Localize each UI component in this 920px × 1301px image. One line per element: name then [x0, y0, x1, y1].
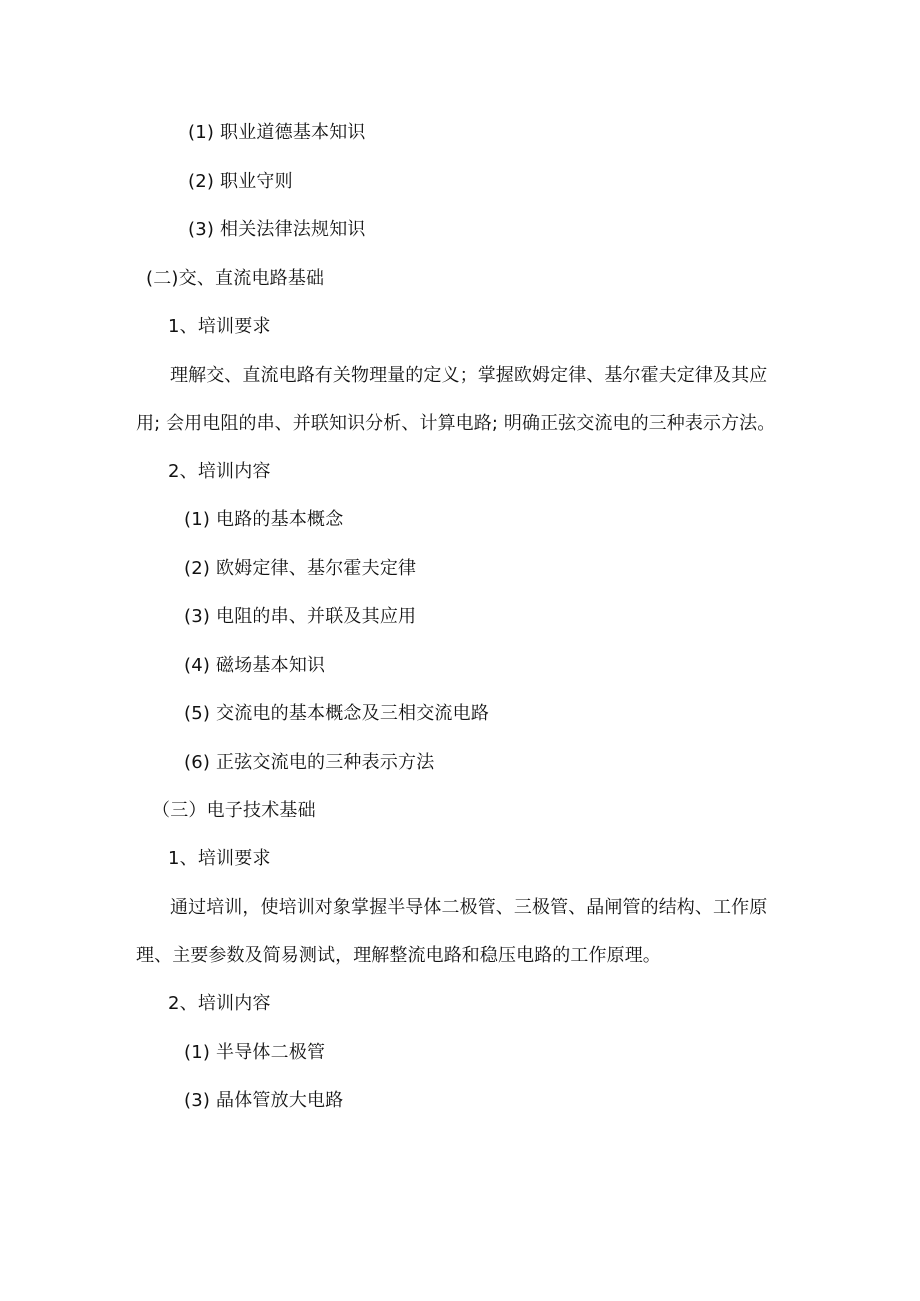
section-heading: (二)交、直流电路基础: [146, 268, 325, 289]
list-item: (4) 磁场基本知识: [184, 655, 326, 676]
list-item: (2) 职业守则: [188, 171, 293, 192]
list-item: (2) 欧姆定律、基尔霍夫定律: [184, 558, 417, 579]
subsection-heading: 2、培训内容: [168, 993, 271, 1014]
list-item: (1) 职业道德基本知识: [188, 122, 366, 143]
list-item: (5) 交流电的基本概念及三相交流电路: [184, 703, 490, 724]
list-item: (1) 电路的基本概念: [184, 509, 344, 530]
list-item: (1) 半导体二极管: [184, 1042, 326, 1063]
paragraph-line: 理、主要参数及简易测试，理解整流电路和稳压电路的工作原理。: [136, 945, 661, 966]
list-item: (3) 晶体管放大电路: [184, 1090, 344, 1111]
section-heading: （三）电子技术基础: [152, 800, 316, 821]
list-item: (3) 相关法律法规知识: [188, 219, 366, 240]
list-item: (6) 正弦交流电的三种表示方法: [184, 752, 435, 773]
subsection-heading: 2、培训内容: [168, 461, 271, 482]
paragraph-line: 通过培训，使培训对象掌握半导体二极管、三极管、晶闸管的结构、工作原: [170, 897, 768, 918]
list-item: (3) 电阻的串、并联及其应用: [184, 606, 417, 627]
paragraph-line: 用; 会用电阻的串、并联知识分析、计算电路; 明确正弦交流电的三种表示方法。: [136, 413, 776, 434]
subsection-heading: 1、培训要求: [168, 848, 271, 869]
paragraph-line: 理解交、直流电路有关物理量的定义；掌握欧姆定律、基尔霍夫定律及其应: [170, 365, 768, 386]
subsection-heading: 1、培训要求: [168, 316, 271, 337]
